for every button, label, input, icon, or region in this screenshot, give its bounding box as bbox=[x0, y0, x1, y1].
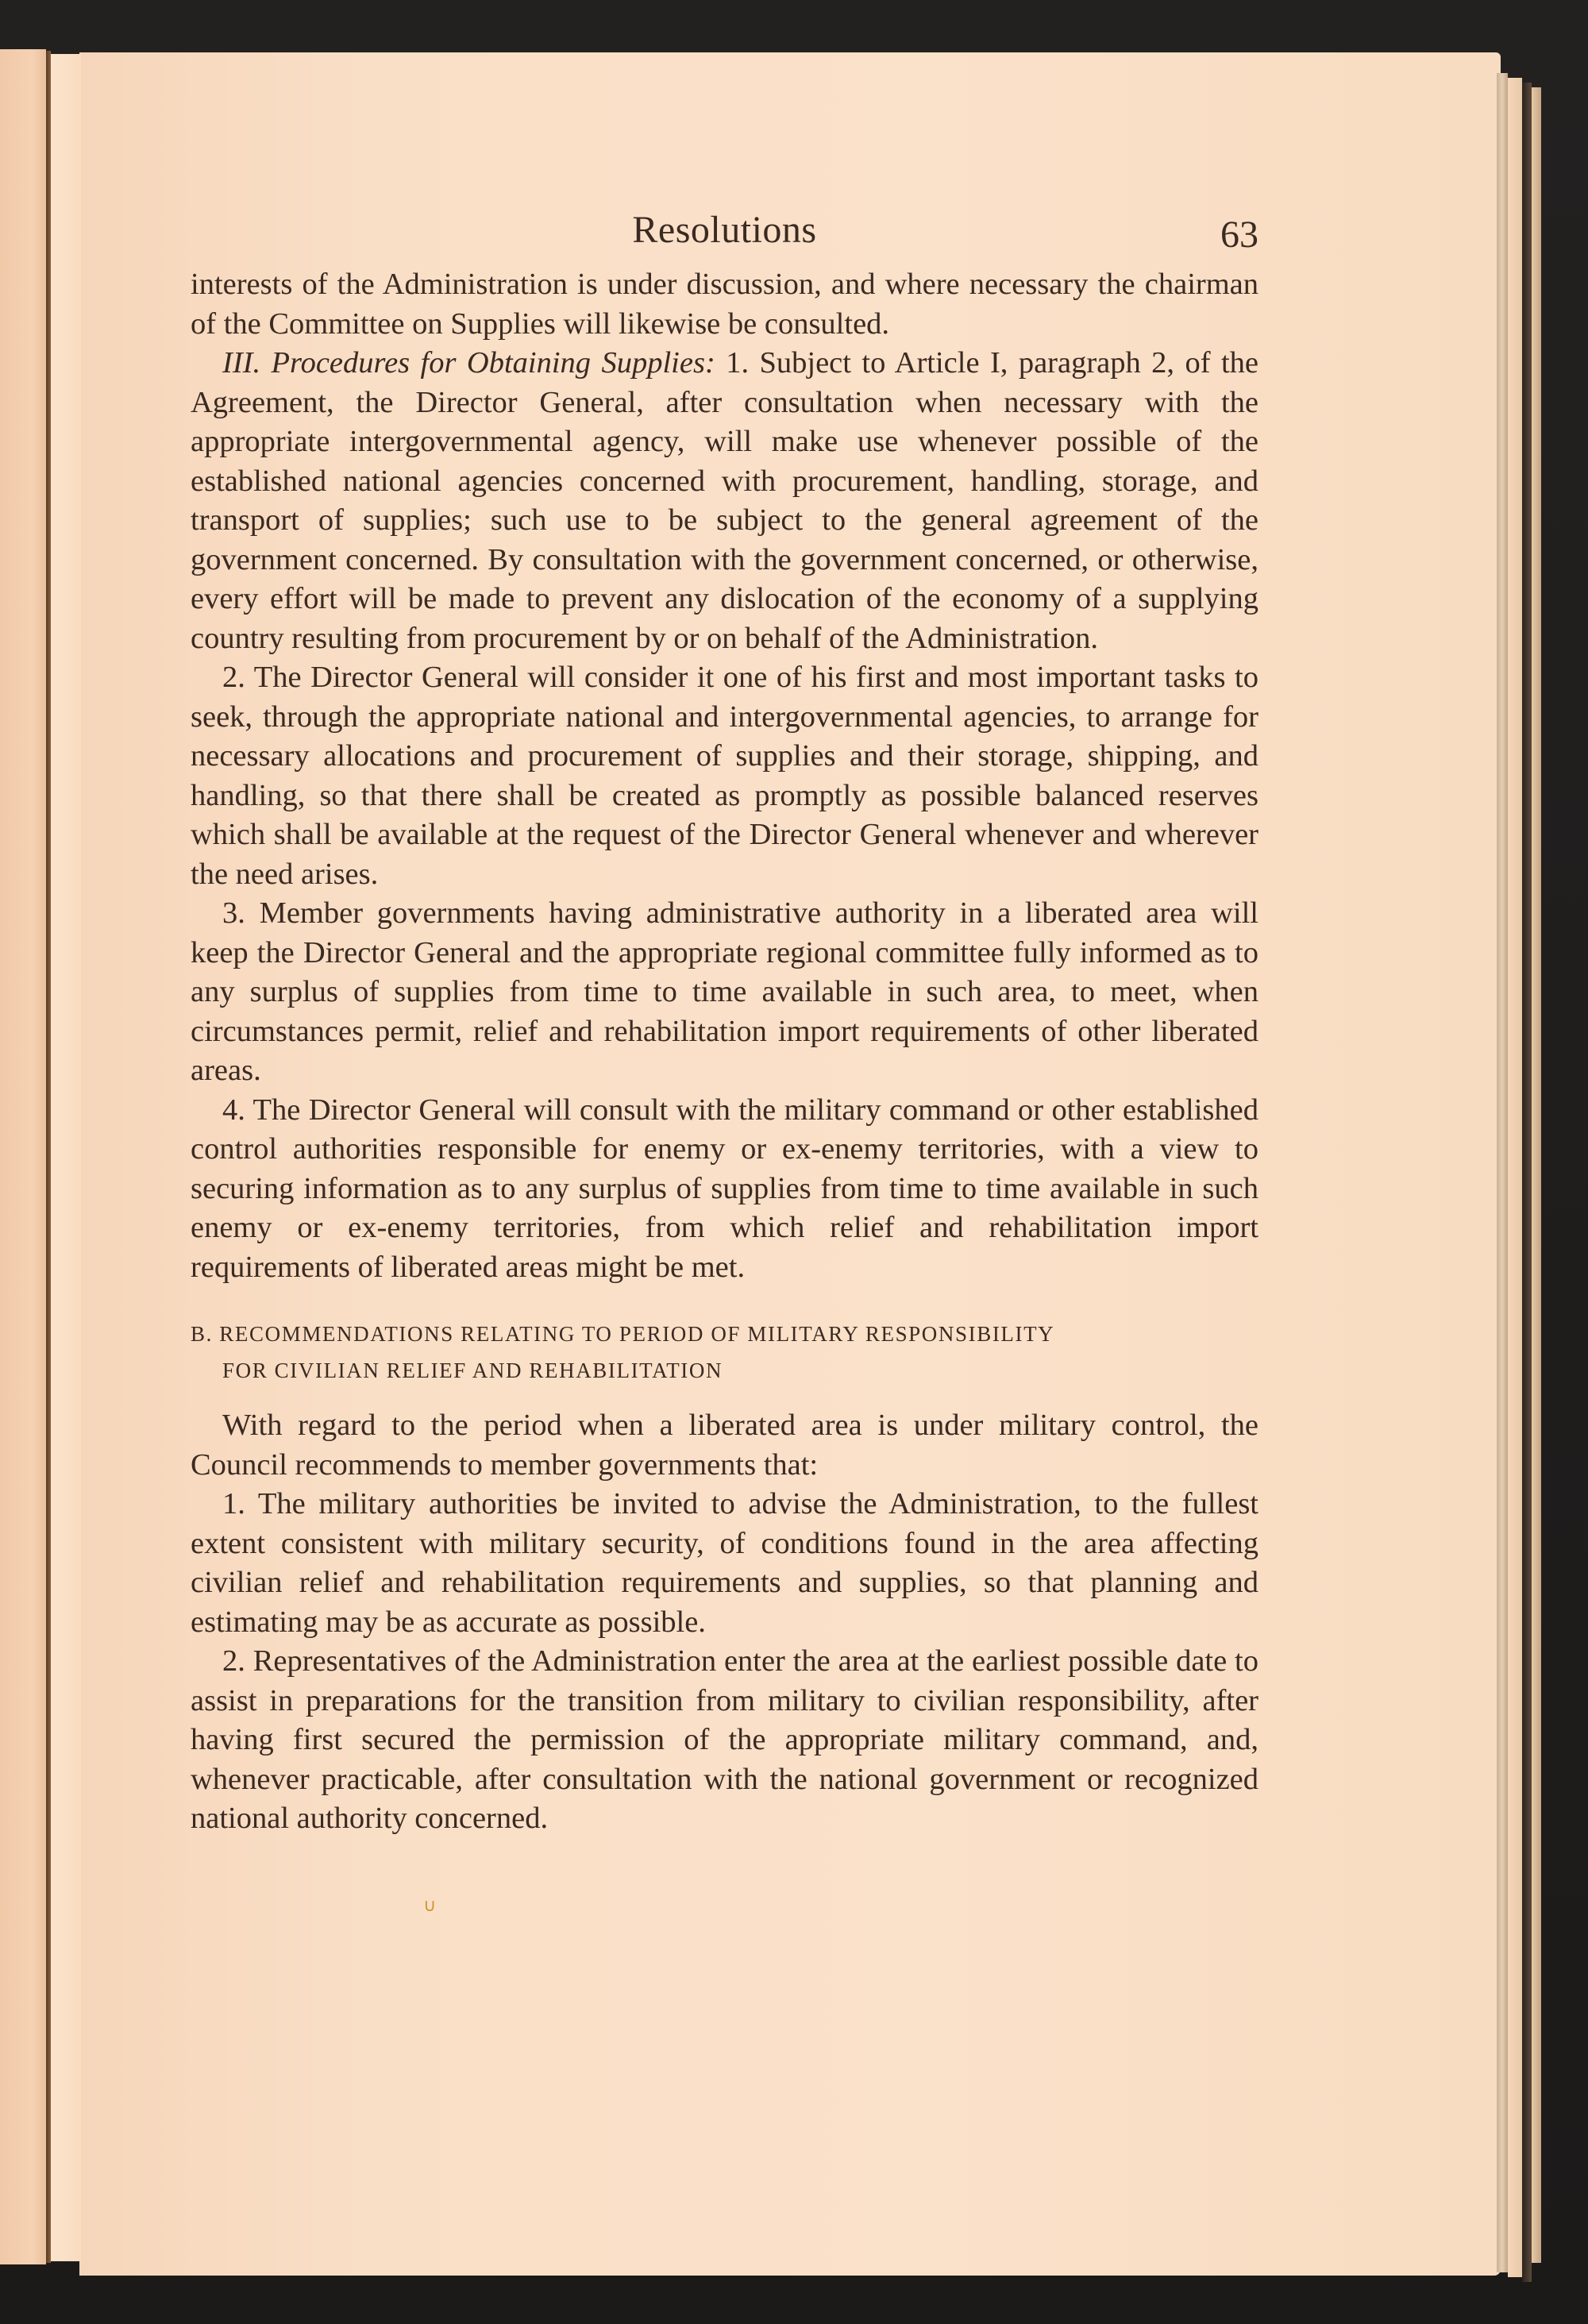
procedures-body: 1. Subject to Article I, paragraph 2, of the Agreement, the Director General, after consultation when necessary with the appropriate intergovernmental agency, will make use whenever possible of the established national agencies concerned with procurement, handling, storage, and transport of supplies; such use to be subject to the general agreement of the government concerned. By consultation with the government concerned, or otherwise, every effort will be made to prevent any dislocation of the economy of a supplying country resulting from procurement by or on behalf of the Administration. bbox=[191, 346, 1258, 655]
section-b-item-1: 1. The military authorities be invited to advise the Administration, to the fullest extent consistent with military security, of conditions found in the area affecting civilian relief and rehabilitation requirements and supplies, so that planning and estimating may be as accurate as possible. bbox=[191, 1487, 1258, 1639]
paragraph-item-3: 3. Member governments having administrative authority in a liberated area will keep the Director General and the appropriate regional committee fully informed as to any surplus of supplies from time to time available in such area, to meet, when circumstances permit, relief and rehabilitation import requirements of other liberated areas. bbox=[191, 896, 1258, 1087]
paragraph-procedures bbox=[191, 344, 1258, 658]
continued-paragraph: interests of the Administration is under discussion, and where necessary the chairman of the Committee on Supplies will likewise be consulted. bbox=[191, 268, 1258, 341]
gutter-highlight bbox=[51, 54, 81, 2261]
paragraph-item-2: 2. The Director General will consider it one of his first and most important tasks to seek, through the appropriate national and intergovernmental agencies, to arrange for necessary allocations and procurement of supplies and their storage, shipping, and handling, so that there shall be created as promptly as possible balanced reserves which shall be available at the request of the Director General whenever and wherever the need arises. bbox=[191, 661, 1258, 891]
section-b-heading-line2: FOR CIVILIAN RELIEF AND REHABILITATION bbox=[222, 1359, 723, 1382]
running-head bbox=[191, 208, 1258, 256]
page-edge-stack bbox=[1508, 78, 1522, 2277]
page-number: 63 bbox=[1220, 214, 1258, 256]
page-edge-stack bbox=[1532, 87, 1541, 2263]
ink-stain-mark: ∪ bbox=[423, 1896, 437, 1916]
page-content bbox=[191, 208, 1258, 1839]
procedures-heading: III. Procedures for Obtaining Supplies: bbox=[222, 346, 715, 380]
left-page-edge bbox=[0, 49, 46, 2264]
section-b-intro: With regard to the period when a liberated area is under military control, the Council recommends to member governments that: bbox=[191, 1409, 1258, 1482]
section-b-heading bbox=[191, 1316, 1258, 1389]
page-edge-stack bbox=[1497, 73, 1508, 2272]
running-title: Resolutions bbox=[632, 209, 817, 251]
page-edge-stack bbox=[1522, 83, 1532, 2282]
section-b-item-2: 2. Representatives of the Administration enter the area at the earliest possible date to assist in preparations for the transition from military to civilian responsibility, after having first secured the permission of the appropriate military command, and, whenever practicable, after consultation with the national government or recognized national authority concerned. bbox=[191, 1644, 1258, 1835]
paragraph-item-4: 4. The Director General will consult with the military command or other established control authorities responsible for enemy or ex-enemy territories, with a view to securing information as to any surplus of supplies from time to time available in such enemy or ex-enemy territories, from which relief and rehabilitation import requirements of liberated areas might be met. bbox=[191, 1093, 1258, 1284]
section-b-heading-line1: B. RECOMMENDATIONS RELATING TO PERIOD OF MILITARY RESPONSIBILITY bbox=[191, 1322, 1055, 1346]
